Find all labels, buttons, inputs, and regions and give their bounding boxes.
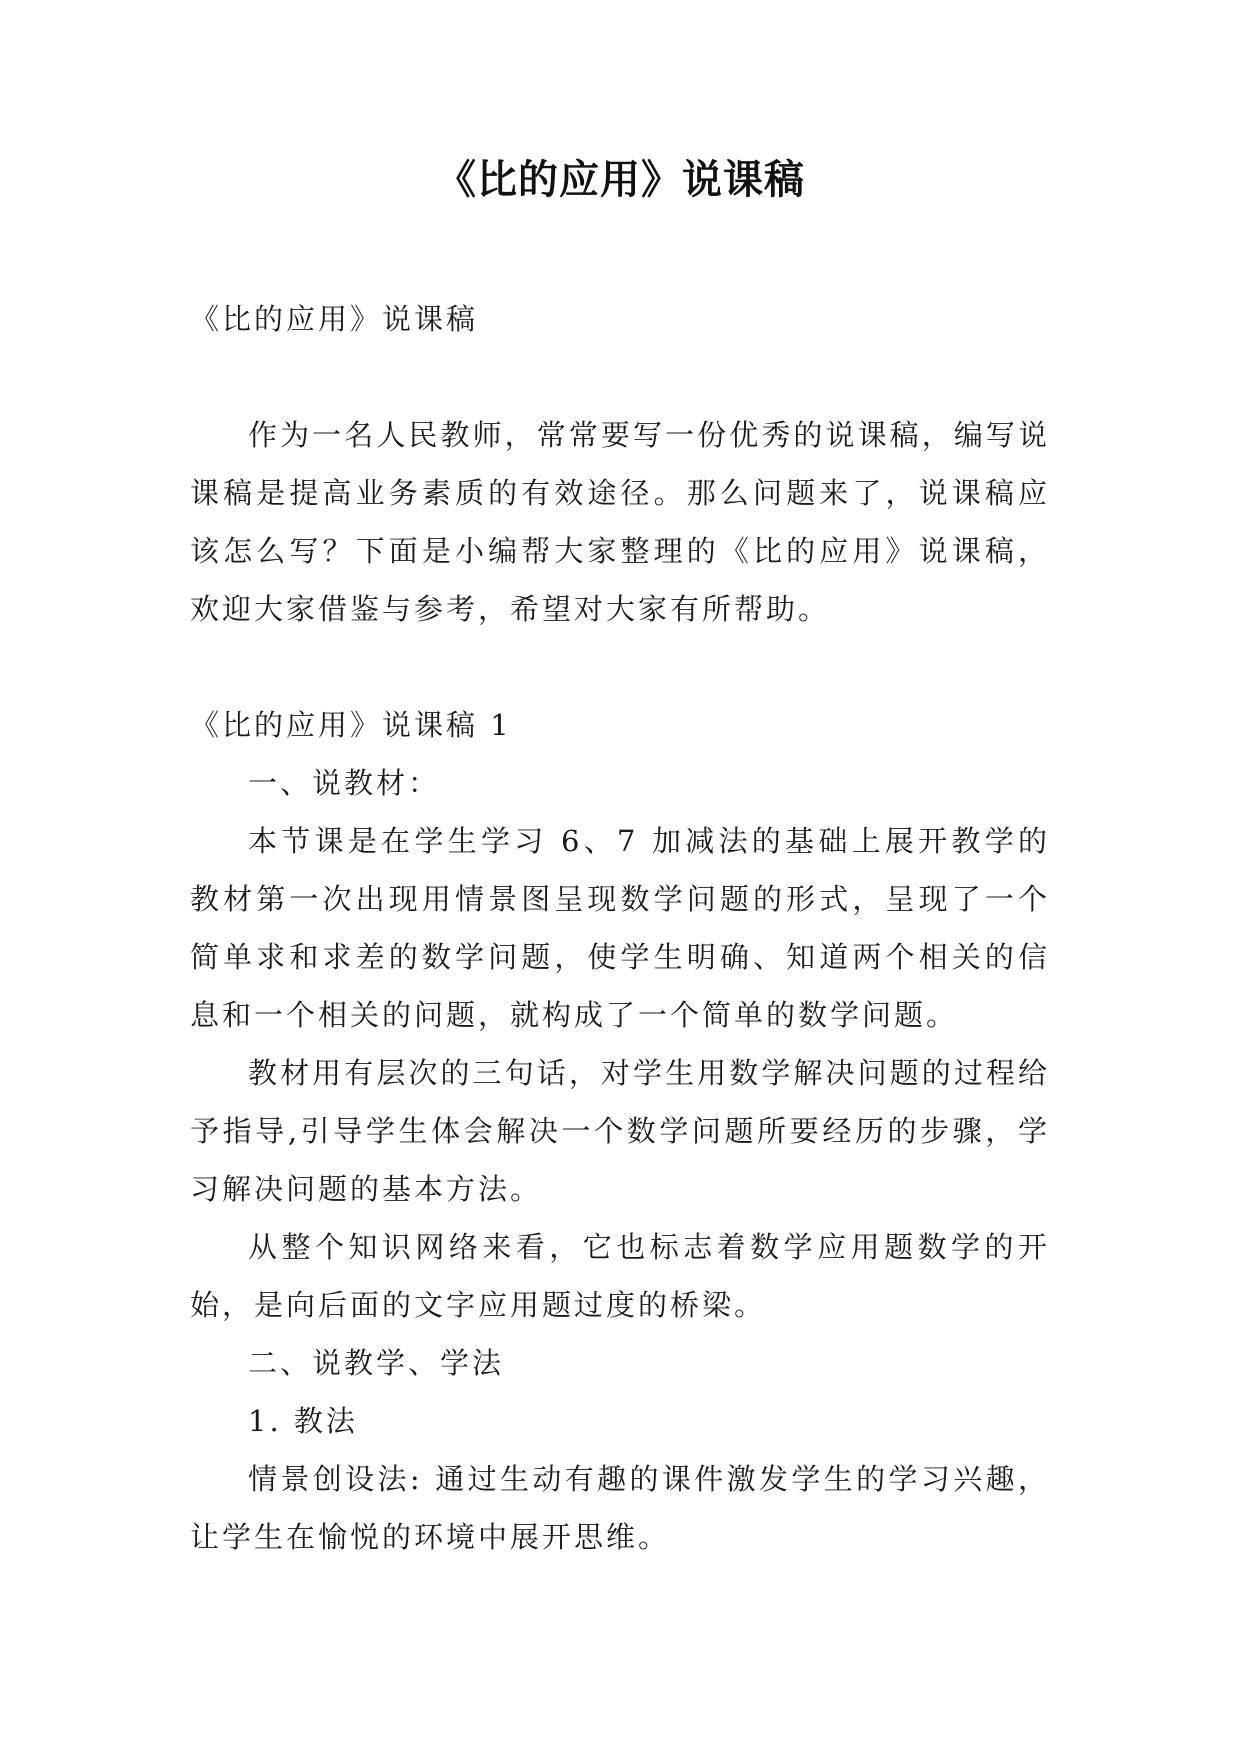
- body-paragraph: 教材用有层次的三句话，对学生用数学解决问题的过程给予指导,引导学生体会解决一个数学问题所要经历的步骤，学习解决问题的基本方法。: [190, 1056, 1050, 1206]
- document-subtitle: 《比的应用》说课稿: [190, 302, 479, 336]
- heading-teaching-method: 二、说教学、学法: [248, 1346, 505, 1380]
- document-body: [190, 290, 1050, 1566]
- body-paragraph: 本节课是在学生学习 6、7 加减法的基础上展开教学的教材第一次出现用情景图呈现数学问题的形式，呈现了一个简单求和求差的数学问题，使学生明确、知道两个相关的信息和一个相关的问题，就构成了一个简单的数学问题。: [190, 824, 1050, 1032]
- spacer: [190, 348, 1050, 406]
- body-paragraph: 情景创设法: 通过生动有趣的课件激发学生的学习兴趣，让学生在愉悦的环境中展开思维。: [190, 1462, 1050, 1554]
- spacer: [190, 638, 1050, 696]
- body-paragraph: 从整个知识网络来看，它也标志着数学应用题数学的开始，是向后面的文字应用题过度的桥梁。: [190, 1230, 1050, 1322]
- intro-paragraph: 作为一名人民教师，常常要写一份优秀的说课稿，编写说课稿是提高业务素质的有效途径。那么问题来了，说课稿应该怎么写？下面是小编帮大家整理的《比的应用》说课稿，欢迎大家借鉴与参考，希望对大家有所帮助。: [190, 418, 1050, 626]
- document-title: 《比的应用》说课稿: [436, 157, 805, 203]
- section-title: 《比的应用》说课稿 1: [190, 708, 512, 742]
- heading-teaching-material: 一、说教材：: [248, 766, 441, 800]
- subheading-method: 1. 教法: [248, 1404, 358, 1438]
